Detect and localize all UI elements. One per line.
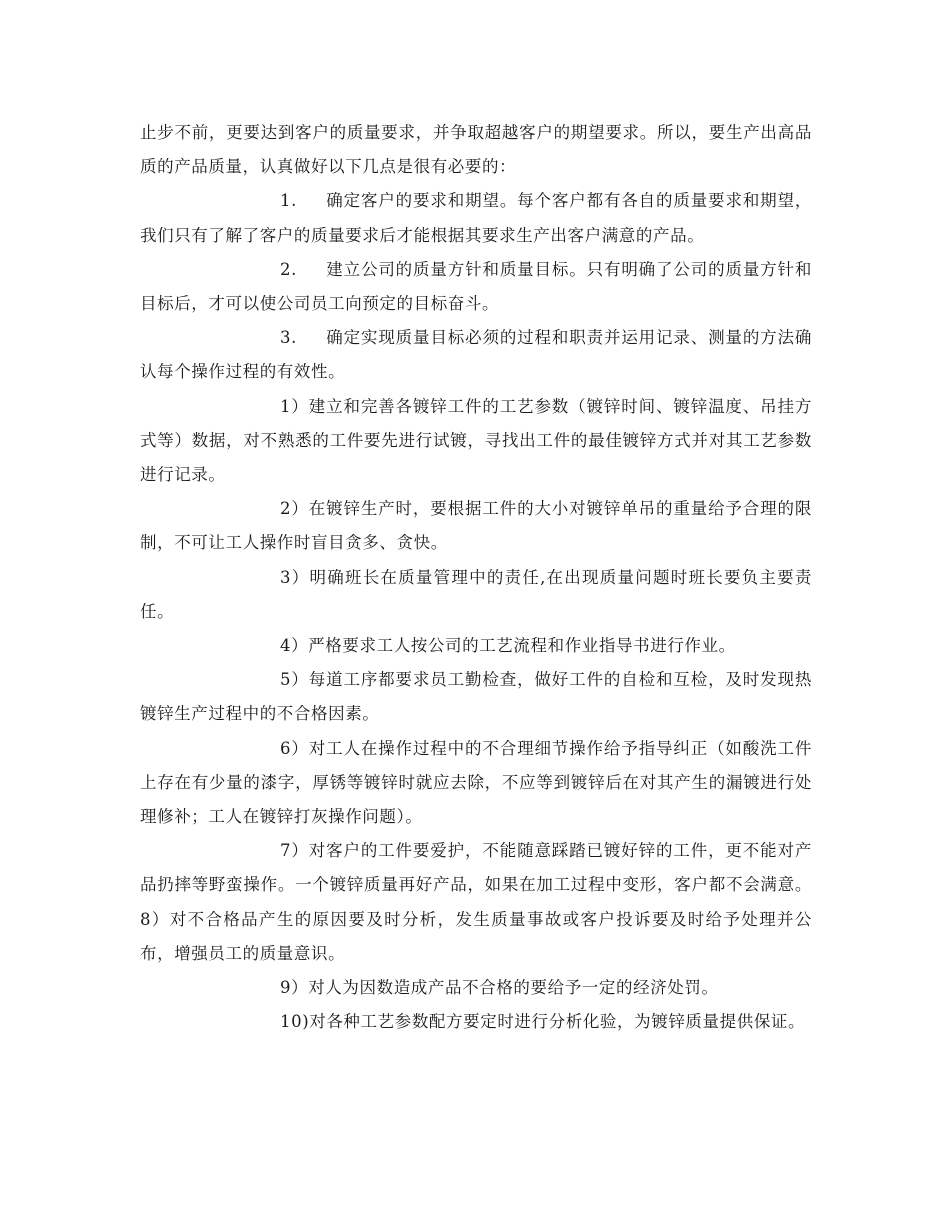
paragraph-number: 1.	[280, 191, 297, 211]
sub-item-paragraph-4	[140, 629, 812, 663]
intro-paragraph	[140, 116, 812, 184]
paragraph-text: 确定实现质量目标必须的过程和职责并运用记录、测量的方法确认每个操作过程的有效性。	[140, 328, 812, 382]
paragraph-number: 3.	[280, 328, 297, 348]
sub-item-paragraph-9	[140, 971, 812, 1005]
sub-item-paragraph-7	[140, 834, 812, 971]
paragraph-text: 6）对工人在操作过程中的不合理细节操作给予指导纠正（如酸洗工件上存在有少量的漆字，厚锈等镀锌时就应去除，不应等到镀锌后在对其产生的漏镀进行处理修补；工人在镀锌打灰操作问题）。	[140, 738, 812, 827]
paragraph-text: 5）每道工序都要求员工勤检查，做好工件的自检和互检，及时发现热镀锌生产过程中的不合格因素。	[140, 670, 812, 724]
paragraph-text: 1）建立和完善各镀锌工件的工艺参数（镀锌时间、镀锌温度、吊挂方式等）数据，对不熟悉的工件要先进行试镀，寻找出工件的最佳镀锌方式并对其工艺参数进行记录。	[140, 396, 812, 485]
sub-item-paragraph-3	[140, 561, 812, 629]
paragraph-text: 3）明确班长在质量管理中的责任,在出现质量问题时班长要负主要责任。	[140, 567, 812, 621]
sub-item-paragraph-2	[140, 492, 812, 560]
paragraph-text: 止步不前，更要达到客户的质量要求，并争取超越客户的期望要求。所以，要生产出高品质的产品质量，认真做好以下几点是很有必要的：	[140, 123, 812, 177]
paragraph-text: 确定客户的要求和期望。每个客户都有各自的质量要求和期望，我们只有了解了客户的质量要求后才能根据其要求生产出客户满意的产品。	[140, 191, 812, 245]
sub-item-paragraph-6	[140, 732, 812, 835]
sub-item-paragraph-10	[140, 1005, 812, 1039]
document-page	[140, 116, 812, 1039]
paragraph-text: 建立公司的质量方针和质量目标。只有明确了公司的质量方针和目标后，才可以使公司员工向预定的目标奋斗。	[140, 259, 812, 314]
paragraph-number: 2.	[280, 259, 297, 279]
sub-item-paragraph-5	[140, 663, 812, 731]
numbered-paragraph-3	[140, 321, 812, 389]
paragraph-text: 9）对人为因数造成产品不合格的要给予一定的经济处罚。	[280, 978, 719, 998]
numbered-paragraph-1	[140, 184, 812, 252]
paragraph-text: 4）严格要求工人按公司的工艺流程和作业指导书进行作业。	[280, 636, 736, 656]
paragraph-text: 7）对客户的工件要爱护，不能随意踩踏已镀好锌的工件，更不能对产品扔摔等野蛮操作。一个镀锌质量再好产品，如果在加工过程中变形，客户都不会满意。8）对不合格品产生的原因要及时分析，发生质量事故或客户投诉要及时给予处理并公布，增强员工的质量意识。	[140, 841, 812, 963]
paragraph-text: 2）在镀锌生产时，要根据工件的大小对镀锌单吊的重量给予合理的限制，不可让工人操作时盲目贪多、贪快。	[140, 499, 812, 553]
numbered-paragraph-2	[140, 253, 812, 321]
paragraph-text: 10)对各种工艺参数配方要定时进行分析化验，为镀锌质量提供保证。	[280, 1012, 806, 1032]
sub-item-paragraph-1	[140, 390, 812, 493]
